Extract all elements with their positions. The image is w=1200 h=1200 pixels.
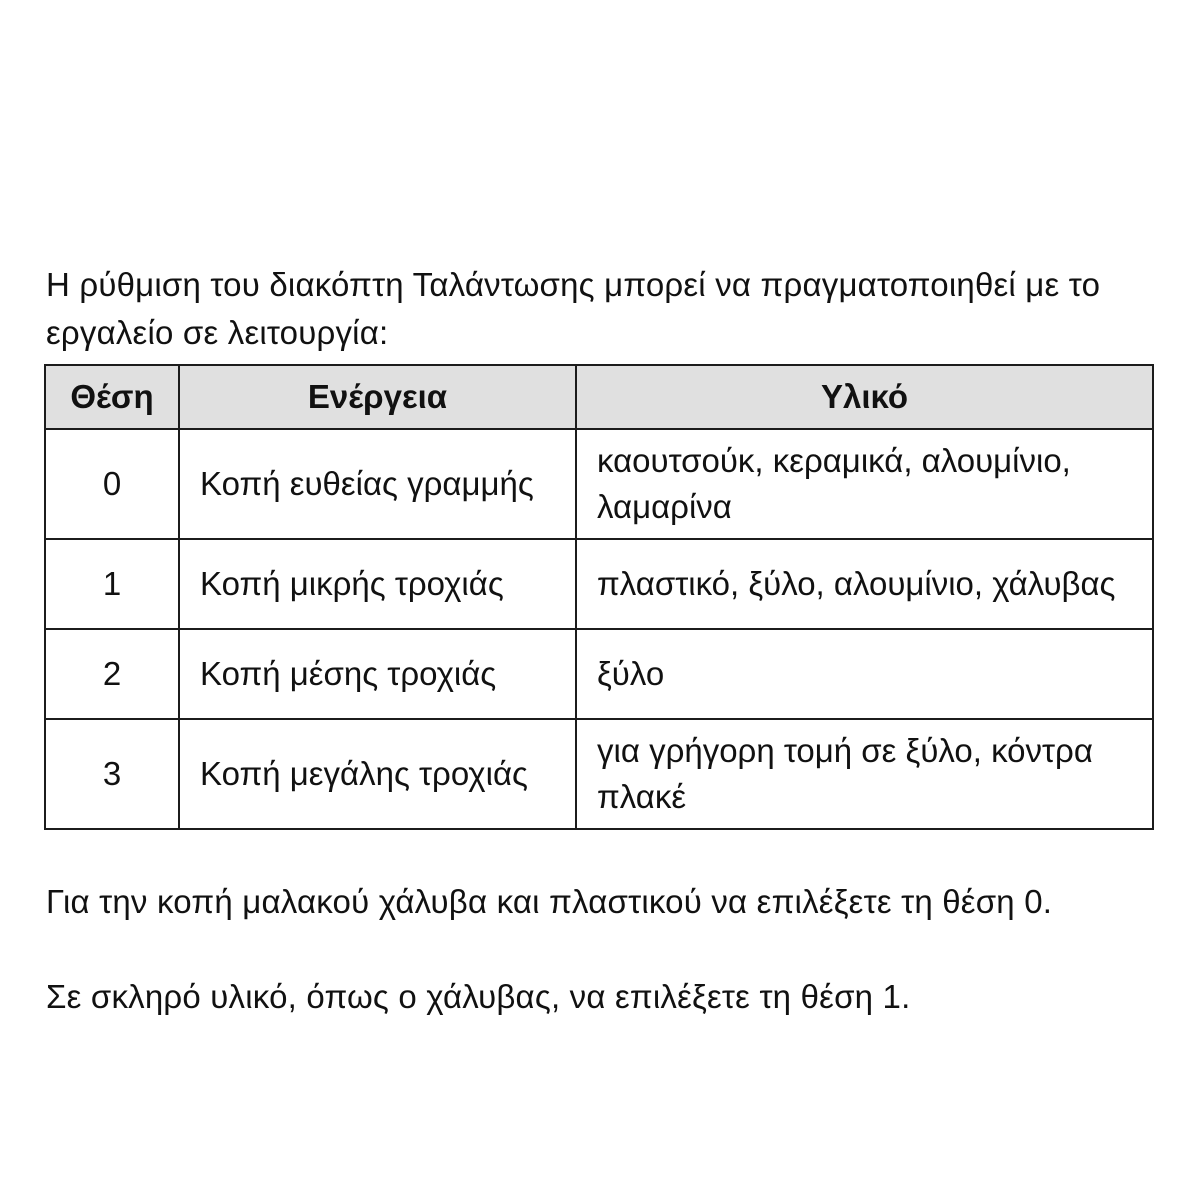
oscillation-settings-table — [44, 364, 1154, 830]
cell-material: ξύλο — [576, 629, 1153, 719]
cell-action: Κοπή ευθείας γραμμής — [179, 429, 576, 539]
cell-material: πλαστικό, ξύλο, αλουμίνιο, χάλυβας — [576, 539, 1153, 629]
cell-position: 0 — [45, 429, 179, 539]
cell-action: Κοπή μέσης τροχιάς — [179, 629, 576, 719]
cell-material: καουτσούκ, κεραμικά, αλουμίνιο, λαμαρίνα — [576, 429, 1153, 539]
intro-paragraph: Η ρύθμιση του διακόπτη Ταλάντωσης μπορεί να πραγματοποιηθεί με το εργαλείο σε λειτουργία: — [46, 266, 1101, 351]
note-hard-material: Σε σκληρό υλικό, όπως ο χάλυβας, να επιλέξετε τη θέση 1. — [46, 978, 911, 1015]
header-action: Ενέργεια — [179, 365, 576, 429]
table-row — [45, 719, 1153, 829]
header-position: Θέση — [45, 365, 179, 429]
header-material: Υλικό — [576, 365, 1153, 429]
cell-position: 2 — [45, 629, 179, 719]
table-row — [45, 429, 1153, 539]
note-soft-steel-plastic: Για την κοπή μαλακού χάλυβα και πλαστικού να επιλέξετε τη θέση 0. — [46, 883, 1053, 920]
cell-action: Κοπή μικρής τροχιάς — [179, 539, 576, 629]
cell-position: 1 — [45, 539, 179, 629]
cell-position: 3 — [45, 719, 179, 829]
table-row — [45, 629, 1153, 719]
cell-action: Κοπή μεγάλης τροχιάς — [179, 719, 576, 829]
table-row — [45, 539, 1153, 629]
cell-material: για γρήγορη τομή σε ξύλο, κόντρα πλακέ — [576, 719, 1153, 829]
table-header-row — [45, 365, 1153, 429]
